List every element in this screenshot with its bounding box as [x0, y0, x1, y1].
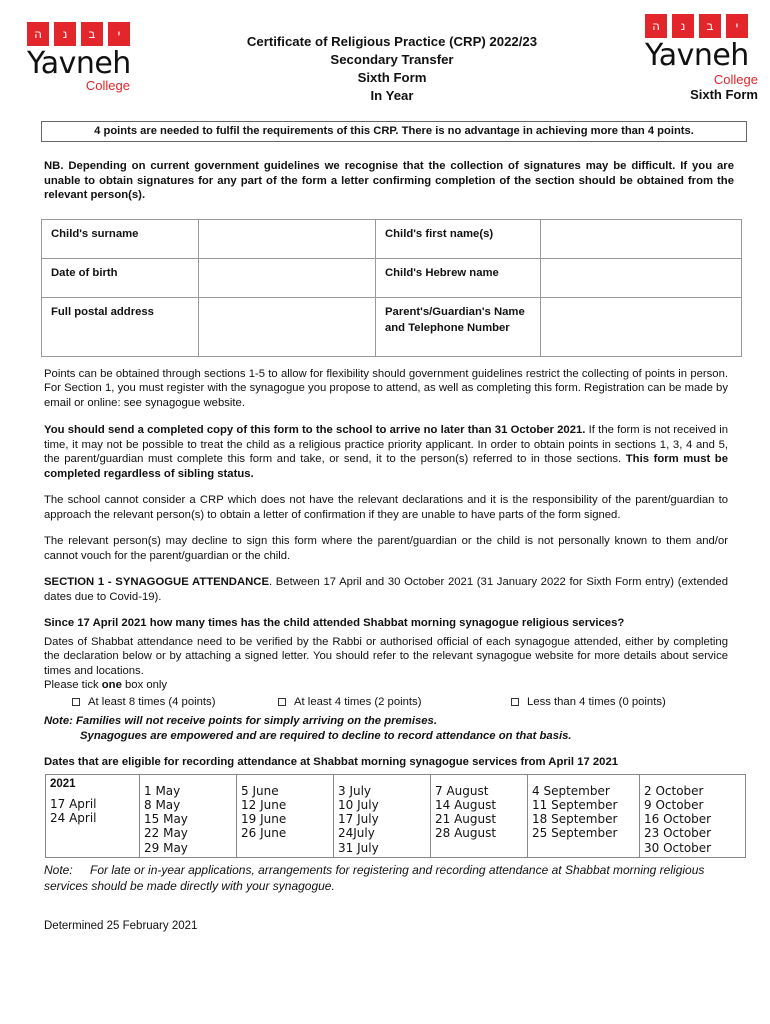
parent-field[interactable] [541, 297, 742, 356]
date-entry: 29 May [144, 840, 188, 855]
logo-letter: ב [81, 22, 103, 46]
logo-sub: College [85, 78, 130, 93]
dates-column [237, 774, 334, 857]
child-details-form [41, 219, 742, 357]
date-entry: 17 July [338, 812, 379, 827]
dob-label: Date of birth [42, 258, 199, 297]
premises-note [44, 714, 747, 744]
date-entry: 22 May [144, 826, 188, 841]
hebrew-name-field[interactable] [541, 258, 742, 297]
tick-instruction-end: box only [121, 679, 168, 691]
dates-heading: Dates that are eligible for recording attendance at Shabbat morning synagogue services from April 17 2021 [44, 755, 619, 768]
logo-letter: ה [27, 22, 49, 46]
section1-question: Since 17 April 2021 how many times has the child attended Shabbat morning synagogue religious services? [44, 617, 625, 629]
determined-date: Determined 25 February 2021 [44, 919, 198, 932]
section1-text: . Between 17 April and 30 October 2021 (31 January 2022 for Sixth Form entry) (extended dates due to Covid-19). [44, 576, 728, 603]
date-entry: 7 August [435, 783, 489, 798]
logo-letter: נ [672, 14, 694, 38]
date-entry: 15 May [144, 812, 188, 827]
first-name-field[interactable] [541, 219, 742, 258]
logo-name: Yavneh [27, 46, 131, 81]
date-entry: 30 October [644, 840, 712, 855]
late-note [44, 862, 734, 894]
parent-label-line: and Telephone Number [385, 321, 510, 334]
option-label: At least 8 times (4 points) [88, 695, 216, 708]
document-body [41, 121, 747, 932]
title-line: In Year [370, 88, 414, 103]
logo-right [645, 14, 758, 103]
date-entry: 31 July [338, 840, 379, 855]
title-line: Certificate of Religious Practice (CRP) 2022/23 [246, 34, 538, 49]
logo-name: Yavneh [645, 38, 749, 73]
logo-left [27, 22, 131, 93]
section1-heading: SECTION 1 - SYNAGOGUE ATTENDANCE [44, 576, 269, 588]
points-notice: 4 points are needed to fulfil the requirements of this CRP. There is no advantage in achieving more than 4 points. [41, 121, 747, 142]
deadline-paragraph [44, 423, 728, 481]
date-entry: 2 October [644, 783, 704, 798]
attendance-options [41, 696, 747, 712]
date-entry: 16 October [644, 812, 712, 827]
logo-letter: נ [54, 22, 76, 46]
date-entry: 5 June [241, 783, 279, 798]
dates-column [640, 774, 746, 857]
logo-caption: Sixth Form [690, 87, 758, 102]
note-line: Synagogues are empowered and are required to decline to record attendance on that basis. [80, 729, 572, 742]
checkbox[interactable] [72, 698, 80, 706]
dob-field[interactable] [199, 258, 376, 297]
title-line: Secondary Transfer [330, 52, 454, 67]
crp-paragraph: The school cannot consider a CRP which does not have the relevant declarations and it is the responsibility of the parent/guardian to approach the relevant person(s) to obtain a letter of confirmation if they are unable to have parts of the form signed. [44, 494, 728, 521]
decline-paragraph: The relevant person(s) may decline to sign this form where the parent/guardian or the child is not personally known to them and/or cannot vouch for the parent/guardian or the child. [44, 535, 728, 562]
date-entry: 10 July [338, 797, 379, 812]
logo-letter: ב [699, 14, 721, 38]
checkbox[interactable] [278, 698, 286, 706]
note-label: Note: [44, 862, 73, 877]
logo-letter: י [108, 22, 130, 46]
title-line: Sixth Form [357, 70, 427, 85]
points-paragraph: Points can be obtained through sections 1-5 to allow for flexibility should government guidelines restrict the collecting of points in person. For Section 1, you must register with the synagogue you propose to attend, as well as completing this form. Registration can be made by email or online: see synagogue website. [44, 367, 728, 409]
logo-sub: College [713, 72, 758, 87]
section1-info [44, 635, 728, 693]
date-entry: 24July [338, 826, 375, 841]
date-entry: 9 October [644, 797, 704, 812]
dates-year: 2021 [50, 777, 76, 790]
tick-instruction: Please tick [44, 679, 102, 691]
dates-column [334, 774, 431, 857]
deadline-end: This form must be completed regardless of sibling status. [44, 453, 728, 480]
address-label: Full postal address [42, 297, 199, 356]
option-less-than-4[interactable] [511, 696, 666, 708]
option-4-times[interactable] [278, 696, 421, 708]
date-entry: 19 June [241, 812, 287, 827]
date-entry: 8 May [144, 797, 181, 812]
deadline-bold: You should send a completed copy of this form to the school to arrive no later than 31 October 2021. [44, 424, 586, 436]
first-name-label: Child's first name(s) [376, 219, 541, 258]
date-entry: 28 August [435, 826, 497, 841]
logo-letter: י [726, 14, 748, 38]
note-text: For late or in-year applications, arrangements for registering and recording attendance at Shabbat morning religious services should be made directly with your synagogue. [44, 862, 705, 893]
surname-label: Child's surname [42, 219, 199, 258]
date-entry: 26 June [241, 826, 287, 841]
dates-column [528, 774, 640, 857]
hebrew-name-label: Child's Hebrew name [376, 258, 541, 297]
option-label: At least 4 times (2 points) [294, 695, 422, 708]
tick-instruction-bold: one [101, 679, 122, 691]
page-title [200, 33, 584, 105]
date-entry: 25 September [532, 826, 618, 841]
date-entry: 14 August [435, 797, 497, 812]
date-entry: 3 July [338, 783, 372, 798]
parent-label [376, 297, 541, 356]
date-entry: 11 September [532, 797, 618, 812]
option-8-times[interactable] [72, 696, 215, 708]
date-entry: 18 September [532, 812, 618, 827]
logo-letter: ה [645, 14, 667, 38]
section1-info-text: Dates of Shabbat attendance need to be verified by the Rabbi or authorised official of each synagogue attended, either by completing the declaration below or by attaching a signed letter. You should refer to the relevant synagogue website for more details about service times and locations. [44, 635, 728, 677]
dates-table [45, 774, 746, 858]
nb-paragraph: NB. Depending on current government guidelines we recognise that the collection of signatures may be difficult. If you are unable to obtain signatures for any part of the form a letter confirming completion of the section should be obtained from the relevant person(s). [44, 160, 734, 201]
date-entry: 23 October [644, 826, 712, 841]
date-entry: 17 April [50, 796, 97, 811]
dates-column [431, 774, 528, 857]
checkbox[interactable] [511, 698, 519, 706]
option-label: Less than 4 times (0 points) [527, 695, 666, 708]
parent-label-line: Parent's/Guardian's Name [385, 305, 525, 318]
date-entry: 24 April [50, 811, 97, 826]
address-field[interactable] [199, 297, 376, 356]
note-line: Note: Families will not receive points for simply arriving on the premises. [44, 714, 437, 727]
section1-intro [44, 575, 728, 604]
date-entry: 21 August [435, 812, 497, 827]
date-entry: 4 September [532, 783, 610, 798]
date-entry: 1 May [144, 783, 181, 798]
date-entry: 12 June [241, 797, 287, 812]
dates-column [140, 774, 237, 857]
surname-field[interactable] [199, 219, 376, 258]
deadline-text: If the form is not received in time, it may not be possible to treat the child as a religious practice priority applicant. In order to obtain points in sections 1, 3, 4 and 5, the parent/guardian must complete this form and take, or send, it to the person(s) referred to in those sections. [44, 424, 729, 465]
dates-column [46, 774, 140, 857]
